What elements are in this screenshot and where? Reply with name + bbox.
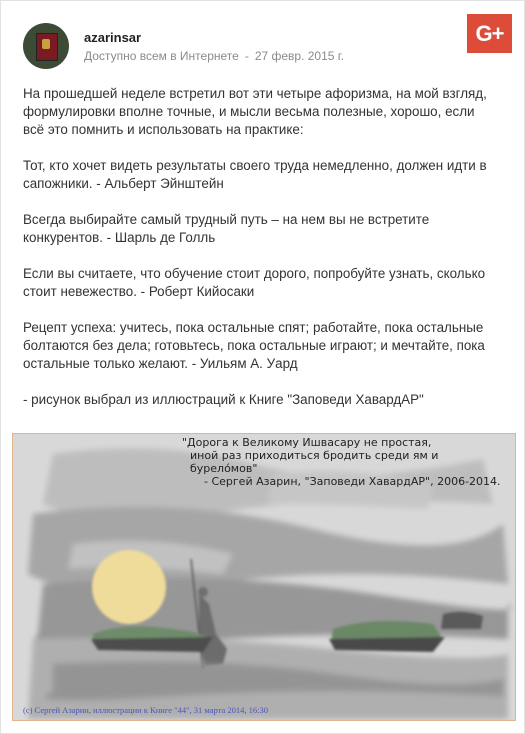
post-paragraph: Рецепт успеха: учитесь, пока остальные спят; работайте, пока остальные болтаются без дела; готовьтесь, пока остальные играют; и мечтайте, пока остальные только желают. - Уильям А. Уард: [23, 320, 485, 371]
post-body: [23, 85, 493, 427]
post-date[interactable]: 27 февр. 2015 г.: [254, 49, 345, 63]
quote-line: иной раз приходиться бродить среди ям и бурело́мов": [190, 449, 439, 475]
quote-line: "Дорога к Великому Ишвасару не простая,: [182, 436, 432, 449]
post-paragraph: Всегда выбирайте самый трудный путь – на нем вы не встретите конкурентов. - Шарль де Голль: [23, 212, 430, 245]
post-paragraph: - рисунок выбрал из иллюстраций к Книге "Заповеди ХавардАР": [23, 392, 424, 407]
moon-shape: [92, 550, 166, 624]
google-plus-button[interactable]: G+: [467, 14, 512, 53]
author-name[interactable]: azarinsar: [84, 30, 142, 45]
post-meta: [84, 49, 344, 63]
meta-separator: -: [244, 49, 249, 63]
post-paragraph: Если вы считаете, что обучение стоит дорого, попробуйте узнать, сколько стоит невежество. - Роберт Кийосаки: [23, 266, 486, 299]
avatar[interactable]: [23, 23, 69, 69]
post-illustration[interactable]: [12, 433, 516, 721]
illustration-quote: [178, 436, 508, 488]
quote-line: - Сергей Азарин, "Заповеди ХавардАР", 2006-2014.: [204, 475, 501, 488]
post-paragraph: Тот, кто хочет видеть результаты своего труда немедленно, должен идти в сапожники. - Альберт Эйнштейн: [23, 158, 487, 191]
illustration-caption: (c) Сергей Азарин, иллюстрации к Книге "44", 31 марта 2014, 16:30: [23, 705, 268, 715]
visibility-label: Доступно всем в Интернете: [84, 49, 239, 63]
post-paragraph: На прошедшей неделе встретил вот эти четыре афоризма, на мой взгляд, формулировки вполне точные, и мысли весьма полезные, хорошо, если всё это помнить и использовать на практике:: [23, 86, 487, 137]
